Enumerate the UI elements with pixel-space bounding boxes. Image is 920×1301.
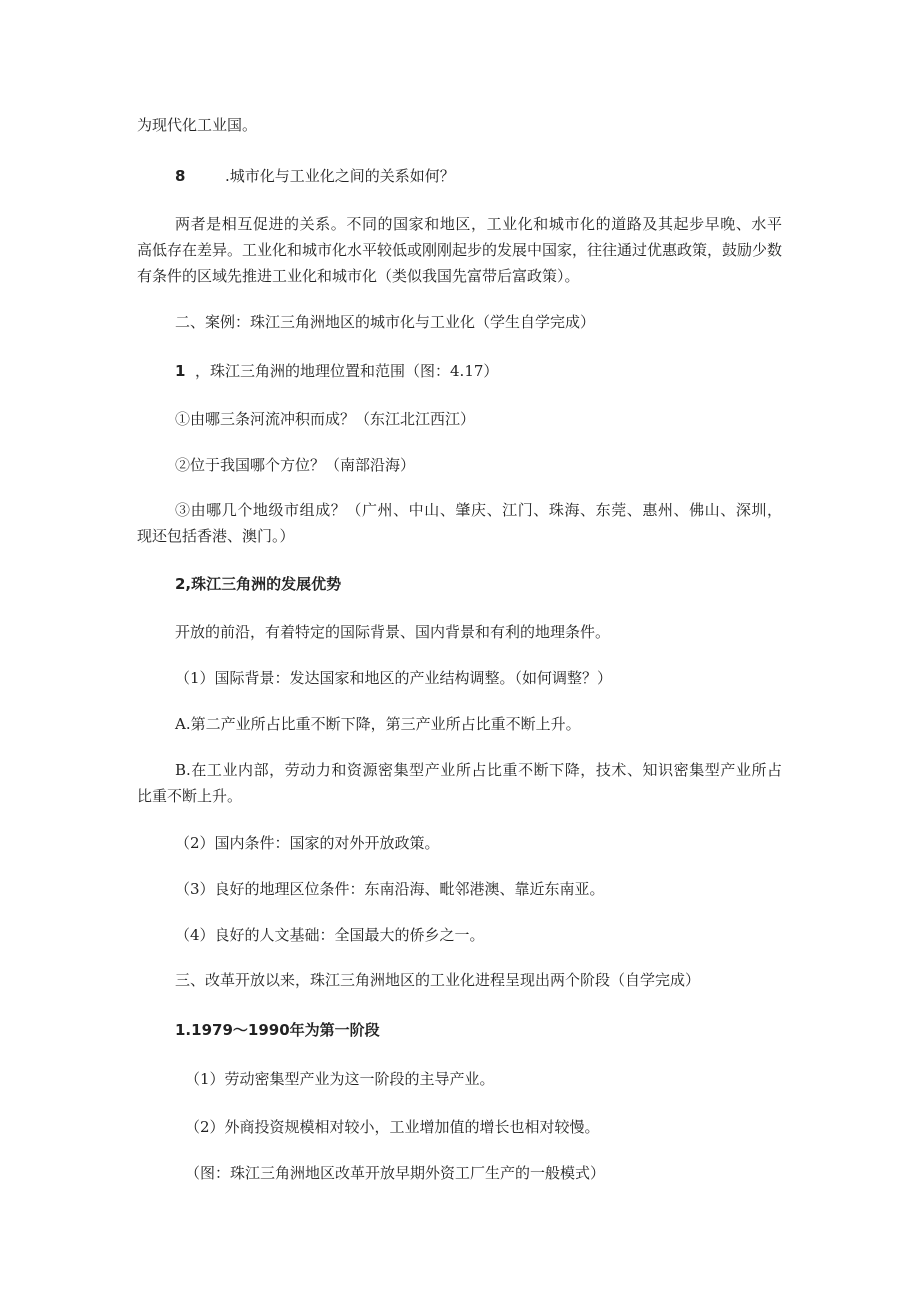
answer-line: 高低存在差异。工业化和城市化水平较低或刚刚起步的发展中国家，往往通过优惠政策，鼓励少数 bbox=[137, 241, 783, 259]
question-8-heading bbox=[175, 166, 455, 186]
list-item: 比重不断上升。 bbox=[137, 787, 243, 805]
subsection-number: 1 bbox=[175, 362, 186, 380]
list-item: （1）劳动密集型产业为这一阶段的主导产业。 bbox=[185, 1070, 495, 1088]
figure-caption: （图：珠江三角洲地区改革开放早期外资工厂生产的一般模式） bbox=[185, 1164, 606, 1182]
question-number: 8 bbox=[175, 167, 186, 185]
question-item: ②位于我国哪个方位？（南部沿海） bbox=[175, 456, 416, 474]
answer-line: 有条件的区域先推进工业化和城市化（类似我国先富带后富政策）。 bbox=[137, 267, 580, 285]
answer-line: 两者是相互促进的关系。不同的国家和地区，工业化和城市化的道路及其起步早晚、水平 bbox=[175, 215, 782, 233]
stage-1-heading: 1.1979～1990年为第一阶段 bbox=[175, 1021, 380, 1039]
list-item: B.在工业内部，劳动力和资源密集型产业所占比重不断下降，技术、知识密集型产业所占 bbox=[175, 761, 782, 779]
list-item: A.第二产业所占比重不断下降，第三产业所占比重不断上升。 bbox=[175, 715, 581, 733]
paragraph-line: 为现代化工业国。 bbox=[137, 116, 258, 134]
question-item: 现还包括香港、澳门。） bbox=[137, 527, 295, 545]
subsection-2-heading: 2,珠江三角洲的发展优势 bbox=[175, 575, 342, 593]
list-item: （1）国际背景：发达国家和地区的产业结构调整。（如何调整？） bbox=[175, 669, 613, 687]
question-text: .城市化与工业化之间的关系如何？ bbox=[225, 167, 455, 185]
list-item: （4）良好的人文基础：全国最大的侨乡之一。 bbox=[175, 926, 485, 944]
question-item: ③由哪几个地级市组成？（广州、中山、肇庆、江门、珠海、东莞、惠州、佛山、深圳， bbox=[175, 501, 782, 519]
section-3-heading: 三、改革开放以来，珠江三角洲地区的工业化进程呈现出两个阶段（自学完成） bbox=[175, 971, 701, 989]
list-item: （2）国内条件：国家的对外开放政策。 bbox=[175, 834, 440, 852]
subsection-1-heading bbox=[175, 361, 498, 381]
paragraph-line: 开放的前沿，有着特定的国际背景、国内背景和有利的地理条件。 bbox=[175, 623, 611, 641]
list-item: （3）良好的地理区位条件：东南沿海、毗邻港澳、靠近东南亚。 bbox=[175, 880, 605, 898]
section-2-heading: 二、案例：珠江三角洲地区的城市化与工业化（学生自学完成） bbox=[175, 313, 596, 331]
question-item: ①由哪三条河流冲积而成？（东江北江西江） bbox=[175, 410, 476, 428]
subsection-text: ，珠江三角洲的地理位置和范围（图：4.17） bbox=[195, 362, 499, 380]
list-item: （2）外商投资规模相对较小，工业增加值的增长也相对较慢。 bbox=[185, 1118, 600, 1136]
